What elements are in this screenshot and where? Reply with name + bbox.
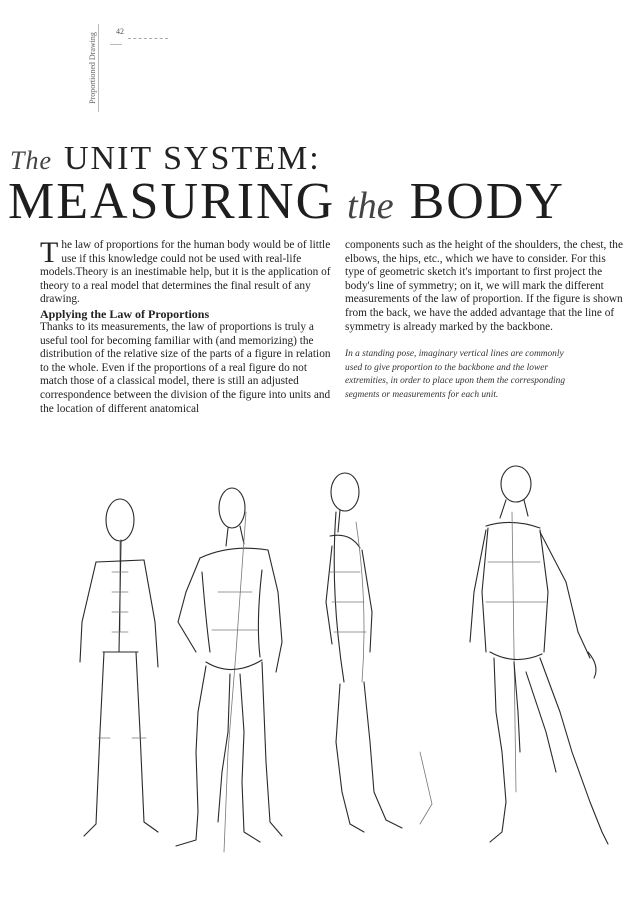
header-dashed-rule xyxy=(128,38,168,39)
title-the: the xyxy=(347,185,394,227)
left-column xyxy=(40,236,332,416)
intro-text: he law of proportions for the human body would be of little use if this knowledge could not be used with real-life models.Theory is an inestimable help, but it is the application of theory to a real model that determines the final result of any drawing. xyxy=(40,239,331,306)
running-head xyxy=(84,24,104,114)
sketch-standing-figure xyxy=(176,488,282,852)
title-article: The xyxy=(10,146,52,175)
section-subheading: Applying the Law of Proportions xyxy=(40,306,210,321)
sketch-illustration xyxy=(0,452,638,892)
sketch-stick-figure xyxy=(80,499,158,836)
figure-caption: In a standing pose, imaginary vertical lines are commonly used to give proportion to the backbone and the lower extremities, in order to place upon them the corresponding segments or measurements for each unit. xyxy=(345,349,566,400)
body-paragraph-1: Thanks to its measurements, the law of proportions is truly a useful tool for becoming familiar with (and memorizing) the distribution of the relative size of the parts of a figure in relation to the whole. Even if the proportions of a real figure do not match those of a classical model, there is still an adjusted correspondence between the division of the figure into units and the location of different anatomical xyxy=(40,320,331,415)
sketch-side-figure xyxy=(326,473,432,832)
intro-paragraph xyxy=(40,236,332,307)
body-paragraph-2: components such as the height of the shoulders, the chest, the elbows, the hips, etc., which we have to consider. For this type of geometric sketch it's important to first project the body's line of symmetry; on it, we will mark the different measurements of the law of proportion. If the figure is shown from the back, we have the added advantage that the line of symmetry is already marked by the backbone. xyxy=(345,239,623,333)
drop-cap: T xyxy=(40,236,59,269)
sketch-leaning-figure xyxy=(470,466,608,844)
page-number: 42 xyxy=(116,27,124,36)
title-body: BODY xyxy=(409,173,565,230)
title-unit-system: UNIT SYSTEM: xyxy=(64,140,321,177)
header-tick xyxy=(110,44,122,45)
title-line-2 xyxy=(8,172,565,231)
right-column xyxy=(345,239,623,403)
section-title: Proportioned Drawing xyxy=(88,32,97,104)
figure-sketches xyxy=(0,452,638,892)
title-measuring: MEASURING xyxy=(8,173,336,230)
